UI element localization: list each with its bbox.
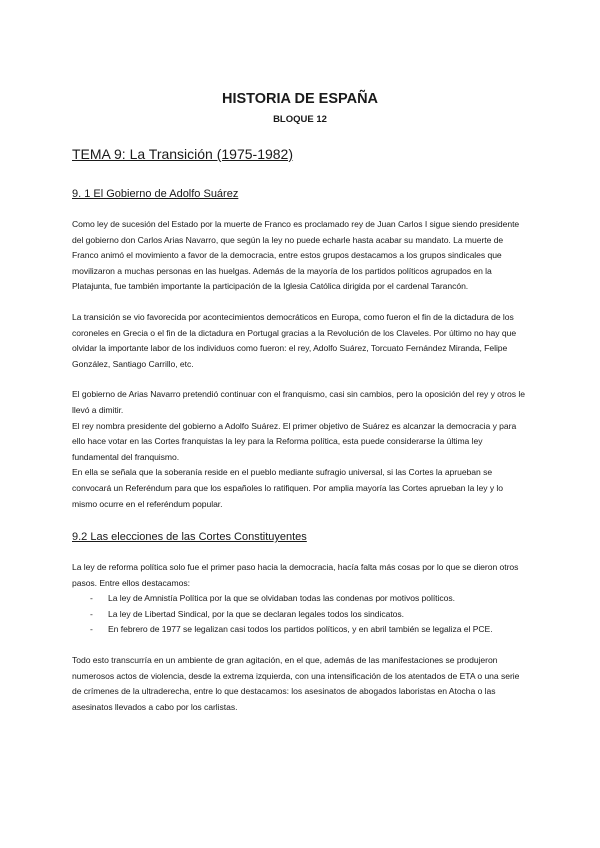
list-item-text: La ley de Amnistía Política por la que se olvidaban todas las condenas por motivos políticos. <box>108 593 455 604</box>
bullet-marker: - <box>90 608 93 619</box>
paragraph: En ella se señala que la soberanía reside en el pueblo mediante sufragio universal, si las Cortes la aprueban se convocará un Referéndum para que los españoles lo ratifiquen. Por amplia mayoría las Cortes aprueban la ley y lo mismo ocurre en el referéndum popular. <box>72 467 504 509</box>
section-heading-9-2: 9.2 Las elecciones de las Cortes Constituyentes <box>72 531 307 544</box>
paragraph: La transición se vio favorecida por acontecimientos democráticos en Europa, como fueron el fin de la dictadura de los coroneles en Grecia o el fin de la dictadura en Portugal gracias a la Revolución de los Claveles. Por último no hay que olvidar la importante labor de los individuos como fueron: el rey, Adolfo Suárez, Torcuato Fernández Miranda, Felipe González, Santiago Carrillo, etc. <box>72 311 517 369</box>
section-heading-9-1: 9. 1 El Gobierno de Adolfo Suárez <box>72 188 239 200</box>
paragraph: Como ley de sucesión del Estado por la muerte de Franco es proclamado rey de Juan Carlos I sigue siendo presidente del gobierno don Carlos Arias Navarro, que según la ley no puede echarle hasta acabar su mandato. La muerte de Franco animó el movimiento a favor de la democracia, entre estos grupos destacamos a los grupos sindicales que movilizaron a muchas personas en las huelgas. Además de la mayoría de los partidos políticos agrupados en la Platajunta, fue también importante la participación de la Iglesia Católica dirigida por el cardenal Tarancón. <box>72 219 520 292</box>
paragraph: El gobierno de Arias Navarro pretendió continuar con el franquismo, casi sin cambios, pero la oposición del rey y otros le llevó a dimitir. <box>72 389 525 415</box>
tema-heading: TEMA 9: La Transición (1975-1982) <box>72 146 294 162</box>
paragraph: Todo esto transcurría en un ambiente de gran agitación, en el que, además de las manifestaciones se produjeron numerosos actos de violencia, desde la extrema izquierda, con una intensificación de los atentados de ETA o una serie de crímenes de la ultraderecha, entre lo que destacamos: los asesinatos de abogados laboristas en Atocha o las asesinatos llevados a cabo por los carlistas. <box>72 655 520 712</box>
list-item-text: La ley de Libertad Sindical, por la que se declaran legales todos los sindicatos. <box>108 608 404 619</box>
list-item <box>90 607 528 623</box>
document-title: HISTORIA DE ESPAÑA <box>221 91 379 107</box>
list-item <box>90 622 528 638</box>
bullet-marker: - <box>90 624 93 635</box>
paragraph: El rey nombra presidente del gobierno a Adolfo Suárez. El primer objetivo de Suárez es alcanzar la democracia y para ello hace votar en las Cortes franquistas la ley para la Reforma política, esta puede considerarse la última ley fundamental del franquismo. <box>72 420 517 462</box>
bullet-list <box>72 591 528 638</box>
list-item <box>90 591 528 607</box>
paragraph: La ley de reforma política solo fue el primer paso hacia la democracia, hacía falta más cosas por lo que se dieron otros pasos. Entre ellos destacamos: <box>72 562 519 588</box>
list-item-text: En febrero de 1977 se legalizan casi todos los partidos políticos, y en abril también se legaliza el PCE. <box>108 624 493 635</box>
document-subtitle: BLOQUE 12 <box>273 114 327 125</box>
bullet-marker: - <box>90 593 93 604</box>
